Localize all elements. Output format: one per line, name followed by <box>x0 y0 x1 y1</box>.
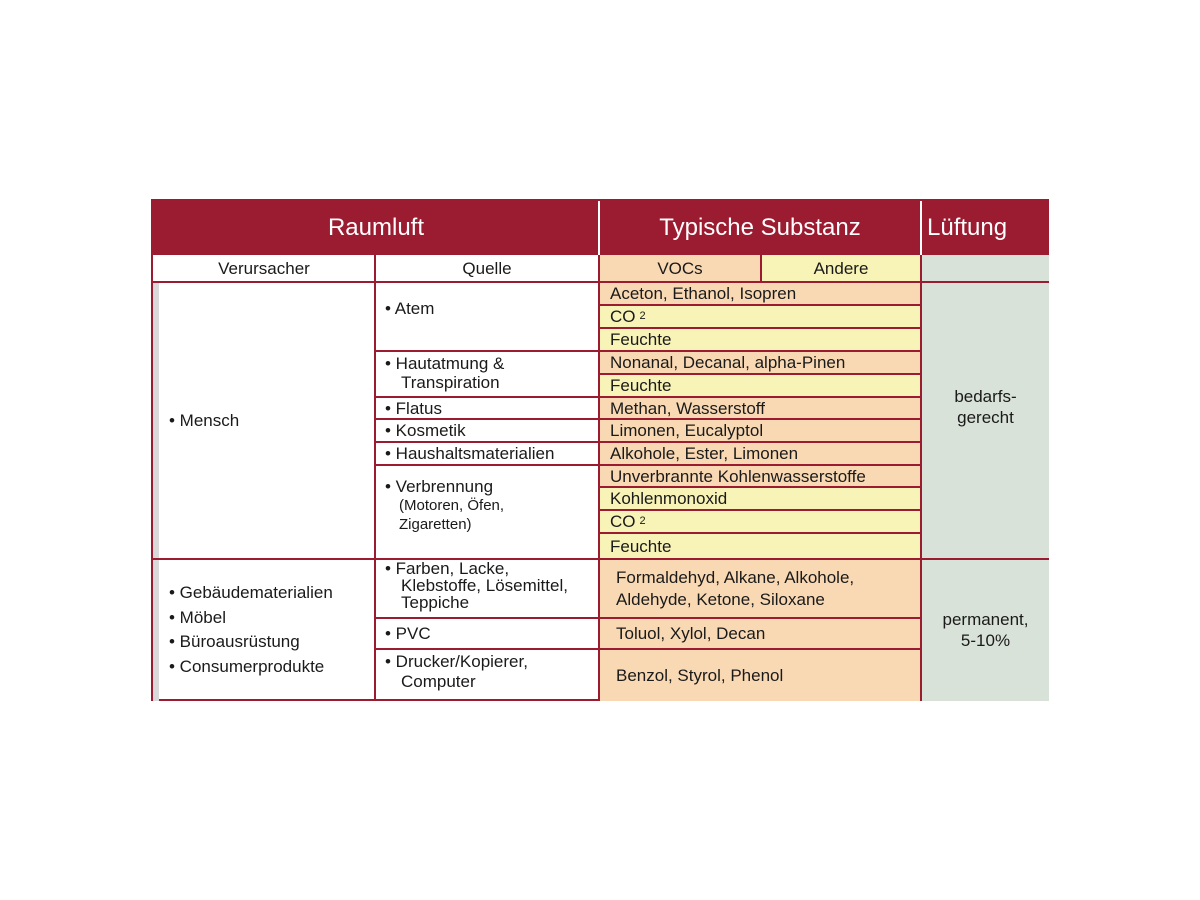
co2-subscript: 2 <box>639 310 646 322</box>
grid-v-1 <box>374 255 376 701</box>
substanz-co2-atem-text: CO <box>610 307 636 326</box>
grid-h-s7 <box>600 441 921 443</box>
quelle-pvc: • PVC <box>385 624 431 643</box>
grid-h-q5 <box>375 464 599 466</box>
grid-v-4 <box>920 255 922 701</box>
lueftung-bedarfsgerecht <box>922 255 1049 559</box>
substanz-formaldehyd-line1: Formaldehyd, Alkane, Alkohole, <box>616 567 855 587</box>
verursacher-gebaeudematerialien: • Gebäudematerialien <box>169 583 333 602</box>
quelle-kosmetik: • Kosmetik <box>385 421 466 440</box>
substanz-formaldehyd <box>600 559 921 618</box>
subheader-vocs: VOCs <box>599 255 761 282</box>
quelle-farben-line3: Teppiche <box>401 593 470 612</box>
quelle-verbrennung-line3: Zigaretten) <box>399 516 472 533</box>
quelle-hautatmung <box>375 354 599 392</box>
substanz-kohlenmonoxid: Kohlenmonoxid <box>600 487 921 510</box>
lueftung-bedarfsgerecht-line2: gerecht <box>957 408 1014 427</box>
lueftung-permanent-line2: 5-10% <box>960 631 1011 650</box>
grid-h-q2 <box>375 396 599 398</box>
subheader-quelle: Quelle <box>375 255 599 282</box>
grid-h-q3 <box>375 418 599 420</box>
verursacher-consumerprodukte: • Consumerprodukte <box>169 656 325 676</box>
substanz-co2-verbrennung <box>600 510 921 533</box>
quelle-verbrennung-line1: • Verbrennung <box>385 477 494 496</box>
grid-h-s9 <box>600 486 921 488</box>
substanz-co2-atem <box>600 305 921 328</box>
substanz-aceton: Aceton, Ethanol, Isopren <box>600 282 921 305</box>
verursacher-moebel: • Möbel <box>169 607 226 627</box>
quelle-verbrennung <box>375 477 599 534</box>
grid-h-s2 <box>600 327 921 329</box>
grid-h-q6 <box>375 617 599 619</box>
grid-h-sub <box>153 281 1049 283</box>
quelle-drucker-line2: Computer <box>401 672 476 691</box>
substance-table <box>151 199 1049 701</box>
quelle-flatus: • Flatus <box>385 399 442 418</box>
substanz-feuchte-haut: Feuchte <box>600 374 921 397</box>
verursacher-gebaeude-group <box>159 559 375 701</box>
subheader-verursacher: Verursacher <box>153 255 375 282</box>
quelle-drucker-line1: • Drucker/Kopierer, <box>385 652 528 671</box>
header-divider-1 <box>598 201 600 255</box>
header-lueftung: Lüftung <box>921 201 1049 255</box>
lueftung-bedarfsgerecht-line1: bedarfs- <box>954 387 1017 406</box>
header-divider-2 <box>920 201 922 255</box>
grid-h-q4 <box>375 441 599 443</box>
grid-h-s6 <box>600 418 921 420</box>
substanz-nonanal: Nonanal, Decanal, alpha-Pinen <box>600 351 921 374</box>
header-raumluft: Raumluft <box>153 201 599 255</box>
grid-h-group <box>153 558 1049 560</box>
substanz-feuchte-atem: Feuchte <box>600 328 921 351</box>
subheader-andere: Andere <box>761 255 921 282</box>
grid-h-s1 <box>600 304 921 306</box>
lueftung-permanent-line1: permanent, <box>942 610 1029 629</box>
quelle-haushaltsmaterialien: • Haushaltsmaterialien <box>385 444 555 463</box>
substanz-alkohole: Alkohole, Ester, Limonen <box>600 442 921 465</box>
grid-h-s11 <box>600 532 921 534</box>
quelle-farben <box>375 560 599 611</box>
verursacher-mensch: • Mensch <box>169 411 240 430</box>
co2-subscript: 2 <box>639 515 646 527</box>
substanz-feuchte-verbrennung: Feuchte <box>600 533 921 559</box>
grid-h-s8 <box>600 464 921 466</box>
grid-h-s12 <box>600 617 921 619</box>
grid-h-s5 <box>600 396 921 398</box>
substanz-methan: Methan, Wasserstoff <box>600 397 921 419</box>
substanz-limonen: Limonen, Eucalyptol <box>600 419 921 442</box>
quelle-hautatmung-line2: Transpiration <box>401 373 500 392</box>
grid-h-s10 <box>600 509 921 511</box>
verursacher-bueroausruestung: • Büroausrüstung <box>169 632 300 651</box>
quelle-atem: • Atem <box>385 299 435 318</box>
quelle-verbrennung-line2: (Motoren, Öfen, <box>399 497 505 514</box>
quelle-drucker <box>375 652 599 692</box>
grid-h-q1 <box>375 350 599 352</box>
substanz-toluol: Toluol, Xylol, Decan <box>600 618 921 649</box>
substanz-co2-verbrennung-text: CO <box>610 512 636 531</box>
grid-h-s13 <box>600 648 921 650</box>
grid-v-2 <box>598 255 600 701</box>
grid-h-s4 <box>600 373 921 375</box>
quelle-farben-line1: • Farben, Lacke, <box>385 559 510 578</box>
grid-v-3 <box>760 255 762 282</box>
substanz-formaldehyd-line2: Aldehyde, Ketone, Siloxane <box>616 589 825 609</box>
grid-h-q7 <box>375 648 599 650</box>
grid-h-s3 <box>600 350 921 352</box>
header-typische-substanz: Typische Substanz <box>599 201 921 255</box>
quelle-farben-line2: Klebstoffe, Lösemittel, <box>401 576 568 595</box>
substanz-benzol: Benzol, Styrol, Phenol <box>600 649 921 701</box>
quelle-hautatmung-line1: • Hautatmung & <box>385 354 505 373</box>
lueftung-permanent <box>922 559 1049 701</box>
substanz-kohlenwasserstoffe: Unverbrannte Kohlenwasserstoffe <box>600 465 921 487</box>
